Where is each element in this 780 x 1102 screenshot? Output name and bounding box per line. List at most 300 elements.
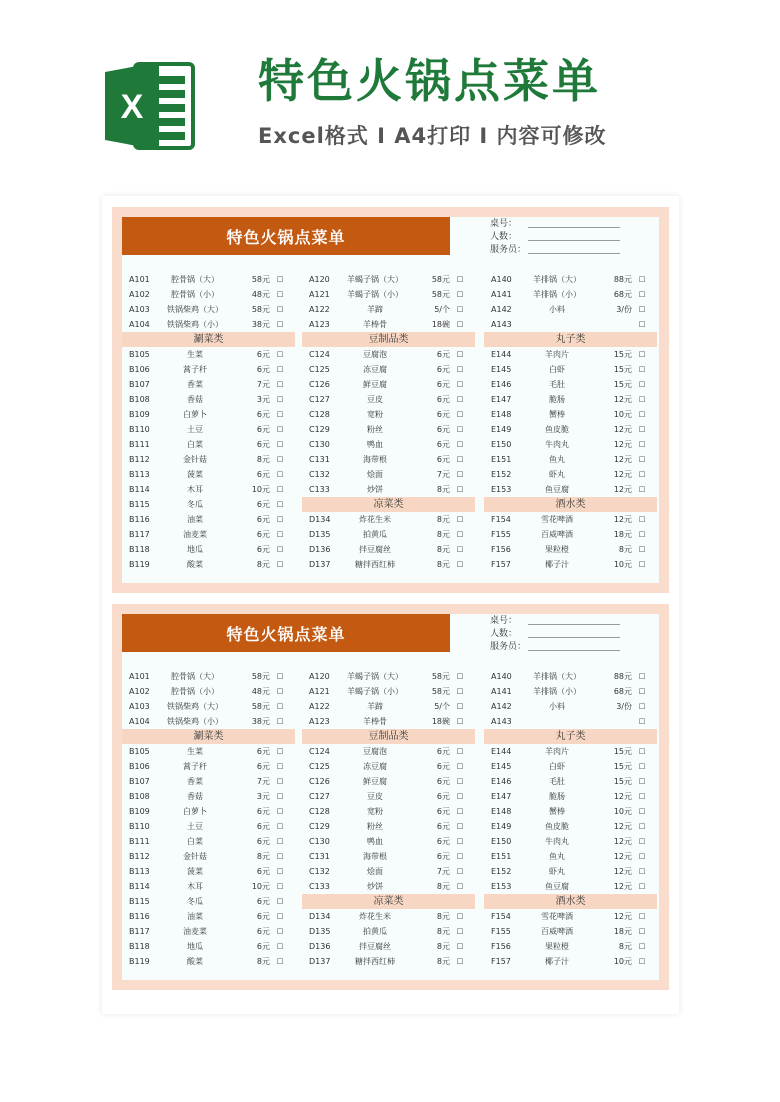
- order-checkbox[interactable]: □: [638, 867, 646, 875]
- item-code: E147: [491, 395, 512, 404]
- order-checkbox[interactable]: □: [638, 837, 646, 845]
- order-checkbox[interactable]: □: [638, 395, 646, 403]
- menu-item: [302, 939, 477, 954]
- order-checkbox[interactable]: □: [638, 912, 646, 920]
- item-name: 虾丸: [549, 470, 565, 479]
- item-code: A142: [491, 305, 512, 314]
- order-checkbox[interactable]: □: [276, 897, 284, 905]
- order-checkbox[interactable]: □: [456, 455, 464, 463]
- item-name: 羊蹄: [367, 702, 383, 711]
- info-row: [474, 628, 624, 641]
- menu-item: [122, 527, 297, 542]
- item-code: A104: [129, 717, 150, 726]
- menu-column: [302, 669, 477, 969]
- menu-item: [484, 939, 659, 954]
- item-price: 12元: [613, 882, 632, 891]
- item-code: B108: [129, 395, 150, 404]
- item-price: 5/个: [434, 305, 450, 314]
- item-code: B111: [129, 837, 150, 846]
- item-name: 椰子汁: [545, 560, 569, 569]
- item-name: 蟹棒: [549, 410, 565, 419]
- item-name: 冻豆腐: [363, 365, 387, 374]
- menu-item: [484, 699, 659, 714]
- order-checkbox[interactable]: □: [638, 672, 646, 680]
- order-checkbox[interactable]: □: [638, 762, 646, 770]
- menu-item: [484, 377, 659, 392]
- order-checkbox[interactable]: □: [456, 702, 464, 710]
- order-checkbox[interactable]: □: [276, 500, 284, 508]
- item-code: E153: [491, 882, 512, 891]
- order-checkbox[interactable]: □: [456, 365, 464, 373]
- order-checkbox[interactable]: □: [276, 410, 284, 418]
- item-name: 香菇: [187, 395, 203, 404]
- item-code: A141: [491, 290, 512, 299]
- order-checkbox[interactable]: □: [276, 852, 284, 860]
- item-price: 6元: [256, 747, 270, 756]
- menu-item: [302, 864, 477, 879]
- order-checkbox[interactable]: □: [276, 957, 284, 965]
- order-checkbox[interactable]: □: [638, 530, 646, 538]
- order-checkbox[interactable]: □: [638, 942, 646, 950]
- item-price: 48元: [251, 687, 270, 696]
- item-name: 豆皮: [367, 395, 383, 404]
- menu-item: [122, 377, 297, 392]
- order-checkbox[interactable]: □: [638, 957, 646, 965]
- item-price: 6元: [256, 500, 270, 509]
- order-checkbox[interactable]: □: [456, 440, 464, 448]
- item-price: 15元: [613, 365, 632, 374]
- item-price: 88元: [613, 275, 632, 284]
- item-code: D134: [309, 912, 331, 921]
- item-name: 虾丸: [549, 867, 565, 876]
- menu-item: [122, 864, 297, 879]
- item-code: C125: [309, 762, 330, 771]
- item-price: 5/个: [434, 702, 450, 711]
- menu-item: [122, 804, 297, 819]
- order-checkbox[interactable]: □: [638, 290, 646, 298]
- order-checkbox[interactable]: □: [638, 927, 646, 935]
- item-name: 地瓜: [187, 942, 203, 951]
- item-name: 菠菜: [187, 867, 203, 876]
- order-checkbox[interactable]: □: [456, 912, 464, 920]
- item-code: B115: [129, 500, 150, 509]
- item-price: 8元: [436, 942, 450, 951]
- order-checkbox[interactable]: □: [276, 837, 284, 845]
- menu-item: [302, 467, 477, 482]
- item-price: 18元: [613, 530, 632, 539]
- item-price: 12元: [613, 395, 632, 404]
- order-checkbox[interactable]: □: [276, 927, 284, 935]
- item-price: 68元: [613, 687, 632, 696]
- order-checkbox[interactable]: □: [638, 440, 646, 448]
- item-price: 58元: [251, 305, 270, 314]
- order-checkbox[interactable]: □: [456, 807, 464, 815]
- item-code: E150: [491, 837, 512, 846]
- menu-item: [302, 272, 477, 287]
- item-code: D136: [309, 942, 331, 951]
- item-price: 6元: [256, 912, 270, 921]
- order-checkbox[interactable]: □: [456, 957, 464, 965]
- order-checkbox[interactable]: □: [456, 747, 464, 755]
- menu-item: [122, 909, 297, 924]
- info-input-line[interactable]: [528, 240, 620, 241]
- item-price: 6元: [256, 410, 270, 419]
- order-checkbox[interactable]: □: [638, 792, 646, 800]
- item-code: B118: [129, 942, 150, 951]
- item-name: 宽粉: [367, 410, 383, 419]
- order-checkbox[interactable]: □: [456, 927, 464, 935]
- order-checkbox[interactable]: □: [456, 822, 464, 830]
- item-code: E148: [491, 410, 512, 419]
- order-checkbox[interactable]: □: [276, 425, 284, 433]
- order-checkbox[interactable]: □: [276, 440, 284, 448]
- item-code: A104: [129, 320, 150, 329]
- order-checkbox[interactable]: □: [276, 485, 284, 493]
- info-input-line[interactable]: [528, 650, 620, 651]
- item-name: 蒿子秆: [183, 365, 207, 374]
- order-checkbox[interactable]: □: [456, 792, 464, 800]
- item-price: 6元: [256, 440, 270, 449]
- item-code: F157: [491, 560, 511, 569]
- menu-item: [302, 714, 477, 729]
- item-code: B117: [129, 530, 150, 539]
- item-name: 果粒橙: [545, 942, 569, 951]
- menu-item: [484, 789, 659, 804]
- order-checkbox[interactable]: □: [456, 485, 464, 493]
- item-code: A122: [309, 305, 330, 314]
- item-name: 鱼豆腐: [545, 485, 569, 494]
- order-checkbox[interactable]: □: [276, 395, 284, 403]
- info-input-line[interactable]: [528, 227, 620, 228]
- order-checkbox[interactable]: □: [638, 852, 646, 860]
- order-checkbox[interactable]: □: [456, 410, 464, 418]
- page-subtitle: Excel格式 I A4打印 I 内容可修改: [258, 124, 607, 148]
- menu-item: [484, 362, 659, 377]
- order-checkbox[interactable]: □: [276, 275, 284, 283]
- info-label: 服务员：: [490, 642, 527, 652]
- item-name: 羊棒骨: [363, 320, 387, 329]
- item-price: 68元: [613, 290, 632, 299]
- menu-card-bottom: [112, 604, 669, 990]
- order-checkbox[interactable]: □: [456, 470, 464, 478]
- item-code: D137: [309, 560, 331, 569]
- section-header: 丸子类: [484, 332, 657, 347]
- item-price: 8元: [256, 852, 270, 861]
- item-name: 油麦菜: [183, 927, 207, 936]
- item-code: C132: [309, 470, 330, 479]
- order-checkbox[interactable]: □: [276, 545, 284, 553]
- item-name: 毛肚: [549, 380, 565, 389]
- menu-item: [484, 287, 659, 302]
- menu-item: [484, 849, 659, 864]
- order-checkbox[interactable]: □: [276, 792, 284, 800]
- item-name: 生菜: [187, 350, 203, 359]
- item-code: B117: [129, 927, 150, 936]
- order-checkbox[interactable]: □: [456, 672, 464, 680]
- item-name: 鸭血: [367, 440, 383, 449]
- item-price: 6元: [256, 545, 270, 554]
- order-checkbox[interactable]: □: [276, 320, 284, 328]
- menu-item: [122, 774, 297, 789]
- item-name: 粉丝: [367, 425, 383, 434]
- order-checkbox[interactable]: □: [638, 350, 646, 358]
- menu-inner: [122, 614, 659, 980]
- order-checkbox[interactable]: □: [276, 470, 284, 478]
- info-input-line[interactable]: [528, 637, 620, 638]
- order-checkbox[interactable]: □: [276, 822, 284, 830]
- order-checkbox[interactable]: □: [456, 837, 464, 845]
- order-checkbox[interactable]: □: [456, 777, 464, 785]
- order-checkbox[interactable]: □: [456, 717, 464, 725]
- order-checkbox[interactable]: □: [276, 380, 284, 388]
- item-name: 百威啤酒: [541, 927, 573, 936]
- order-checkbox[interactable]: □: [276, 350, 284, 358]
- section-header: 酒水类: [484, 894, 657, 909]
- item-name: 腔骨锅（大）: [171, 275, 219, 284]
- order-checkbox[interactable]: □: [276, 912, 284, 920]
- order-checkbox[interactable]: □: [456, 882, 464, 890]
- item-code: A102: [129, 687, 150, 696]
- menu-item: [122, 317, 297, 332]
- order-checkbox[interactable]: □: [638, 470, 646, 478]
- item-code: C124: [309, 350, 330, 359]
- item-name: 菠菜: [187, 470, 203, 479]
- order-checkbox[interactable]: □: [638, 545, 646, 553]
- item-name: 腔骨锅（小）: [171, 290, 219, 299]
- item-price: 58元: [251, 275, 270, 284]
- order-checkbox[interactable]: □: [638, 425, 646, 433]
- item-price: 12元: [613, 515, 632, 524]
- item-price: 6元: [256, 867, 270, 876]
- item-code: F156: [491, 942, 511, 951]
- item-name: 土豆: [187, 425, 203, 434]
- order-checkbox[interactable]: □: [638, 515, 646, 523]
- item-price: 7元: [256, 380, 270, 389]
- menu-item: [122, 392, 297, 407]
- item-price: 6元: [256, 837, 270, 846]
- order-checkbox[interactable]: □: [638, 275, 646, 283]
- item-code: C132: [309, 867, 330, 876]
- item-name: 椰子汁: [545, 957, 569, 966]
- item-name: 冬瓜: [187, 500, 203, 509]
- item-name: 羊蝎子锅（小）: [347, 687, 403, 696]
- order-checkbox[interactable]: □: [456, 515, 464, 523]
- order-checkbox[interactable]: □: [638, 822, 646, 830]
- menu-item: [122, 287, 297, 302]
- item-price: 15元: [613, 380, 632, 389]
- item-name: 雪花啤酒: [541, 515, 573, 524]
- order-checkbox[interactable]: □: [276, 687, 284, 695]
- item-code: A123: [309, 320, 330, 329]
- menu-item: [302, 849, 477, 864]
- item-code: C130: [309, 837, 330, 846]
- item-code: A140: [491, 672, 512, 681]
- menu-item: [302, 789, 477, 804]
- item-code: C125: [309, 365, 330, 374]
- item-name: 烩面: [367, 470, 383, 479]
- item-name: 海带根: [363, 455, 387, 464]
- order-checkbox[interactable]: □: [456, 560, 464, 568]
- menu-item: [484, 512, 659, 527]
- item-price: 12元: [613, 440, 632, 449]
- item-price: 6元: [256, 897, 270, 906]
- info-label: 桌号：: [490, 219, 518, 229]
- item-name: 糖拌西红柿: [355, 560, 395, 569]
- item-code: B116: [129, 912, 150, 921]
- menu-column: [484, 669, 659, 969]
- item-price: 6元: [256, 822, 270, 831]
- item-name: 拌豆腐丝: [359, 545, 391, 554]
- order-checkbox[interactable]: □: [276, 942, 284, 950]
- item-name: 鱼丸: [549, 455, 565, 464]
- item-code: C130: [309, 440, 330, 449]
- order-checkbox[interactable]: □: [638, 455, 646, 463]
- item-code: B106: [129, 365, 150, 374]
- item-price: 6元: [436, 762, 450, 771]
- item-code: A122: [309, 702, 330, 711]
- item-price: 7元: [436, 867, 450, 876]
- order-checkbox[interactable]: □: [456, 305, 464, 313]
- item-price: 3元: [256, 792, 270, 801]
- order-checkbox[interactable]: □: [638, 560, 646, 568]
- order-checkbox[interactable]: □: [276, 515, 284, 523]
- item-name: 百威啤酒: [541, 530, 573, 539]
- item-code: E148: [491, 807, 512, 816]
- item-price: 6元: [256, 515, 270, 524]
- item-name: 铁锅柴鸡（大）: [167, 702, 223, 711]
- order-checkbox[interactable]: □: [456, 395, 464, 403]
- menu-item: [302, 804, 477, 819]
- item-price: 6元: [256, 927, 270, 936]
- item-price: 3/份: [616, 702, 632, 711]
- order-checkbox[interactable]: □: [456, 425, 464, 433]
- order-checkbox[interactable]: □: [276, 290, 284, 298]
- order-checkbox[interactable]: □: [638, 365, 646, 373]
- order-checkbox[interactable]: □: [456, 852, 464, 860]
- order-checkbox[interactable]: □: [638, 410, 646, 418]
- info-input-line[interactable]: [528, 624, 620, 625]
- order-checkbox[interactable]: □: [638, 882, 646, 890]
- order-checkbox[interactable]: □: [456, 545, 464, 553]
- item-code: A102: [129, 290, 150, 299]
- menu-inner: [122, 217, 659, 583]
- info-input-line[interactable]: [528, 253, 620, 254]
- order-checkbox[interactable]: □: [276, 530, 284, 538]
- item-price: 6元: [436, 747, 450, 756]
- order-checkbox[interactable]: □: [276, 672, 284, 680]
- item-price: 6元: [436, 350, 450, 359]
- order-checkbox[interactable]: □: [276, 455, 284, 463]
- item-name: 地瓜: [187, 545, 203, 554]
- item-price: 58元: [251, 672, 270, 681]
- item-code: E152: [491, 867, 512, 876]
- order-checkbox[interactable]: □: [456, 687, 464, 695]
- menu-item: [302, 699, 477, 714]
- item-code: F156: [491, 545, 511, 554]
- order-checkbox[interactable]: □: [456, 290, 464, 298]
- item-code: B113: [129, 470, 150, 479]
- menu-column: [122, 272, 297, 572]
- order-checkbox[interactable]: □: [638, 687, 646, 695]
- item-price: 15元: [613, 747, 632, 756]
- section-header: 涮菜类: [122, 729, 295, 744]
- item-code: B105: [129, 747, 150, 756]
- order-checkbox[interactable]: □: [638, 717, 646, 725]
- menu-item: [122, 542, 297, 557]
- order-checkbox[interactable]: □: [456, 942, 464, 950]
- order-checkbox[interactable]: □: [638, 702, 646, 710]
- order-checkbox[interactable]: □: [638, 305, 646, 313]
- order-checkbox[interactable]: □: [456, 867, 464, 875]
- menu-item: [122, 834, 297, 849]
- order-checkbox[interactable]: □: [276, 777, 284, 785]
- item-code: C129: [309, 822, 330, 831]
- order-checkbox[interactable]: □: [276, 305, 284, 313]
- order-checkbox[interactable]: □: [456, 380, 464, 388]
- item-name: 炸花生米: [359, 912, 391, 921]
- menu-item: [484, 804, 659, 819]
- order-checkbox[interactable]: □: [456, 275, 464, 283]
- item-code: C133: [309, 485, 330, 494]
- order-checkbox[interactable]: □: [456, 530, 464, 538]
- menu-item: [302, 317, 477, 332]
- order-checkbox[interactable]: □: [276, 867, 284, 875]
- item-price: 8元: [618, 545, 632, 554]
- order-checkbox[interactable]: □: [638, 485, 646, 493]
- order-checkbox[interactable]: □: [638, 380, 646, 388]
- item-price: 6元: [256, 530, 270, 539]
- order-checkbox[interactable]: □: [456, 350, 464, 358]
- order-checkbox[interactable]: □: [638, 320, 646, 328]
- item-code: A142: [491, 702, 512, 711]
- item-code: B110: [129, 822, 150, 831]
- item-name: 白菜: [187, 837, 203, 846]
- item-price: 3元: [256, 395, 270, 404]
- menu-column: [122, 669, 297, 969]
- order-checkbox[interactable]: □: [276, 365, 284, 373]
- item-name: 鱼皮脆: [545, 425, 569, 434]
- order-checkbox[interactable]: □: [638, 747, 646, 755]
- item-code: A101: [129, 275, 150, 284]
- item-code: F154: [491, 912, 511, 921]
- order-checkbox[interactable]: □: [276, 882, 284, 890]
- order-checkbox[interactable]: □: [276, 807, 284, 815]
- item-name: 鱼皮脆: [545, 822, 569, 831]
- menu-item: [122, 669, 297, 684]
- item-name: 冻豆腐: [363, 762, 387, 771]
- item-code: E149: [491, 822, 512, 831]
- item-name: 酸菜: [187, 957, 203, 966]
- order-checkbox[interactable]: □: [456, 762, 464, 770]
- order-checkbox[interactable]: □: [276, 560, 284, 568]
- item-name: 金针菇: [183, 852, 207, 861]
- item-code: C126: [309, 777, 330, 786]
- order-checkbox[interactable]: □: [638, 807, 646, 815]
- order-checkbox[interactable]: □: [638, 777, 646, 785]
- order-checkbox[interactable]: □: [276, 747, 284, 755]
- item-price: 8元: [436, 882, 450, 891]
- order-checkbox[interactable]: □: [276, 717, 284, 725]
- item-code: E145: [491, 365, 512, 374]
- order-checkbox[interactable]: □: [456, 320, 464, 328]
- item-name: 炒饼: [367, 882, 383, 891]
- item-code: C124: [309, 747, 330, 756]
- item-price: 6元: [436, 822, 450, 831]
- menu-item: [484, 542, 659, 557]
- order-checkbox[interactable]: □: [276, 762, 284, 770]
- order-checkbox[interactable]: □: [276, 702, 284, 710]
- menu-item: [302, 744, 477, 759]
